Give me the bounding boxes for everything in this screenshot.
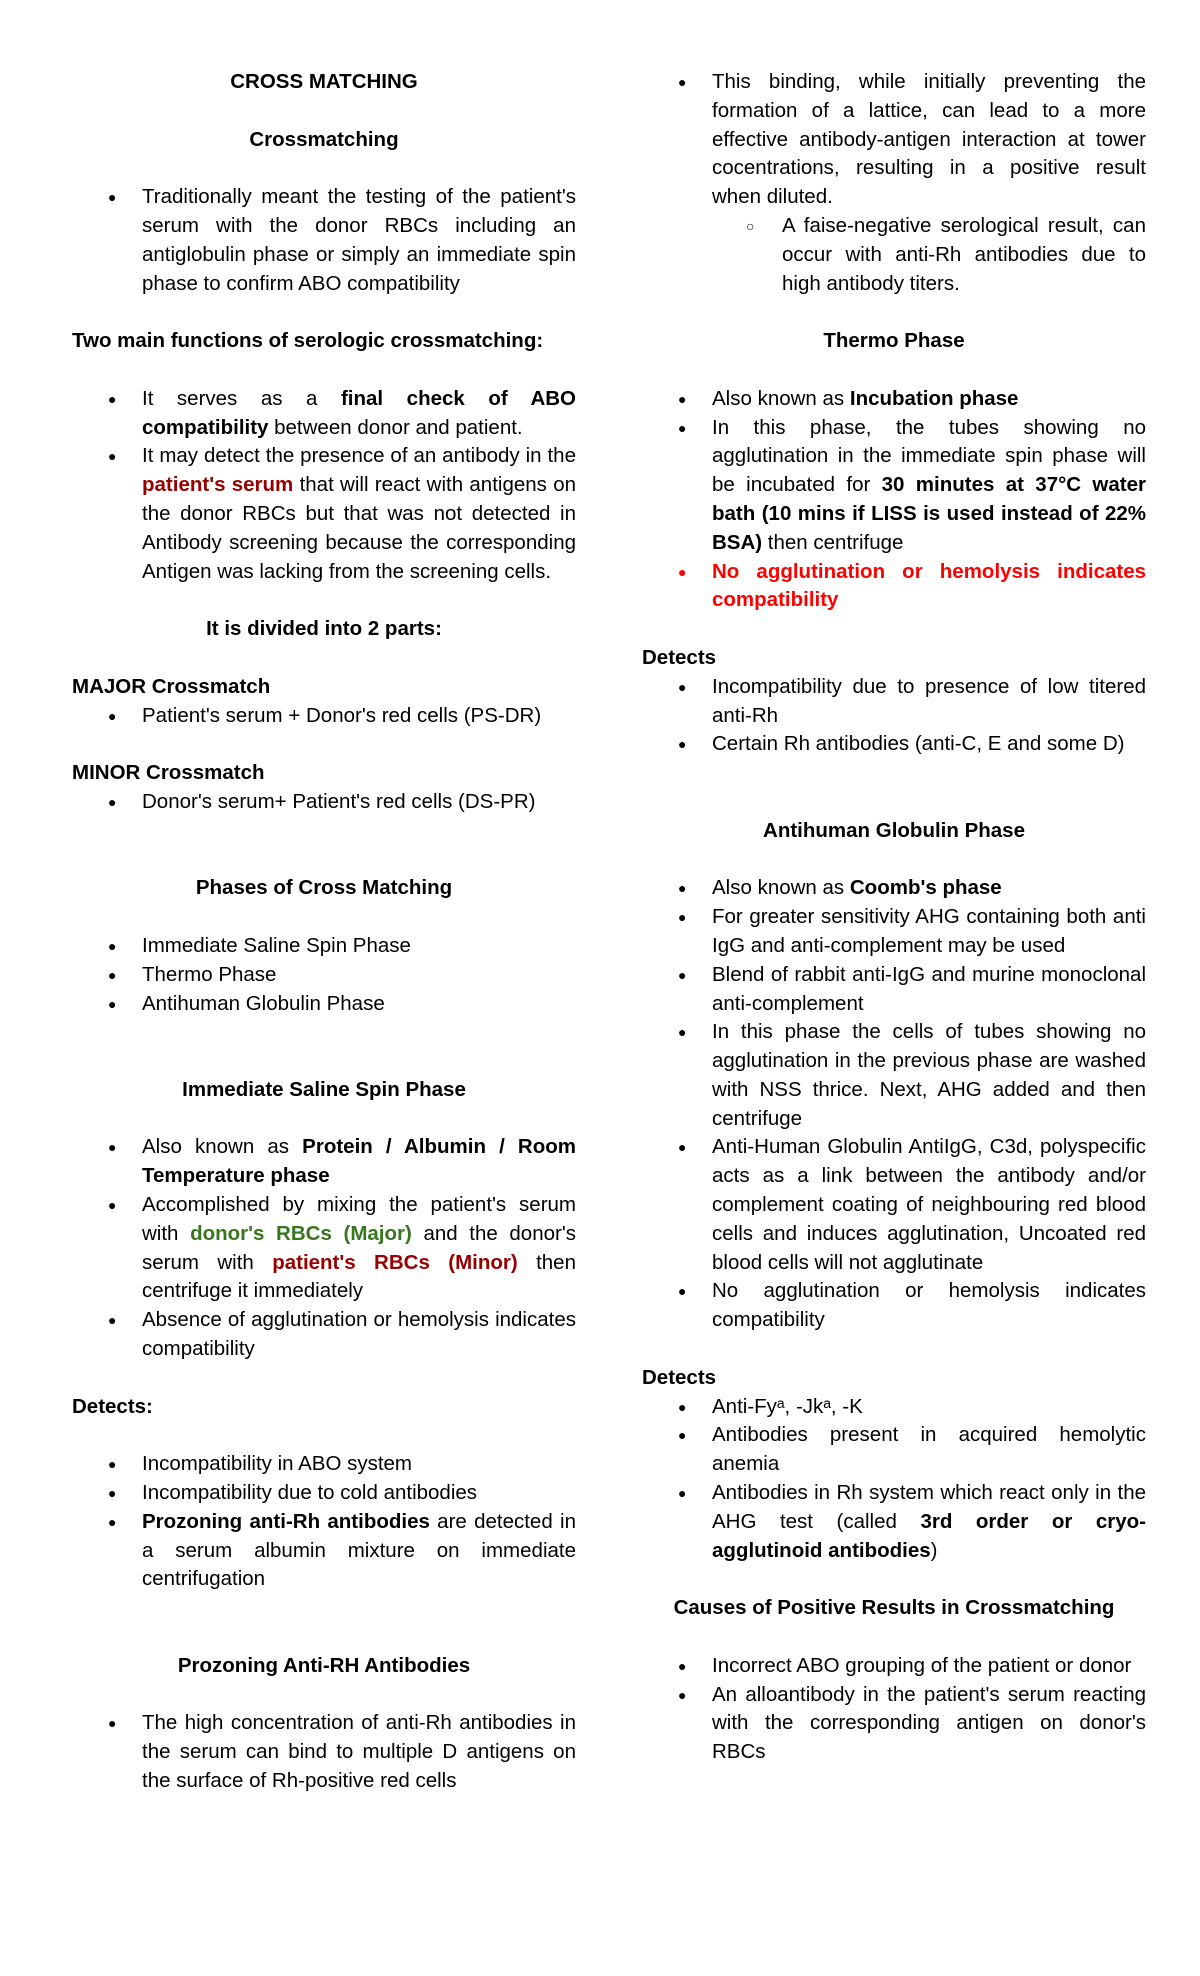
text: Accomplished by mixing the patient's serum with: [142, 1193, 576, 1245]
list-item: ● Antihuman Globulin Phase: [72, 990, 576, 1019]
text: Also known as: [712, 876, 850, 900]
minor-heading: MINOR Crossmatch: [72, 761, 265, 785]
thermo-detects-list: [642, 673, 1146, 759]
prozoning-heading: Prozoning Anti-RH Antibodies: [177, 1653, 471, 1677]
thermo-heading: Thermo Phase: [823, 329, 965, 353]
ahg-heading: Antihuman Globulin Phase: [763, 818, 1025, 842]
highlight-text: No agglutination or hemolysis indicates compatibility: [712, 559, 1146, 612]
list-item: ● This binding, while initially preventing the formation of a lattice, can lead to a more effective antibody-antigen interaction at tower cocentrations, resulting in a positive result when diluted.: [642, 68, 1146, 212]
functions-list: [72, 385, 576, 587]
text: Antibodies in Rh system which react only in the AHG test (called: [712, 1481, 1146, 1533]
list-item: ● Patient's serum + Donor's red cells (PS-DR): [72, 702, 576, 731]
text: between donor and patient.: [268, 415, 523, 439]
list-item: [642, 385, 1146, 414]
highlight-text: patient's serum: [142, 473, 294, 497]
list-item: [642, 414, 1146, 558]
list-item: ● In this phase the cells of tubes showing no agglutination in the previous phase are washed with NSS thrice. Next, AHG added and then centrifuge: [642, 1018, 1146, 1133]
issp-heading: Immediate Saline Spin Phase: [182, 1077, 466, 1101]
ahg-detects-list: [642, 1393, 1146, 1566]
list-item: ● Incorrect ABO grouping of the patient or donor: [642, 1652, 1146, 1681]
major-list: [72, 702, 576, 731]
text: It may detect the presence of an antibody in the: [142, 444, 576, 468]
causes-list: [642, 1652, 1146, 1767]
bold-text: Protein / Albumin / Room Temperature phase: [142, 1135, 576, 1188]
list-item: ● Incompatibility due to cold antibodies: [72, 1479, 576, 1508]
page-title: CROSS MATCHING: [230, 70, 418, 93]
list-item: [642, 1479, 1146, 1565]
sub-list-item: ○ A faise-negative serological result, can occur with anti-Rh antibodies due to high antibody titers.: [642, 212, 1146, 298]
thermo-list: [642, 385, 1146, 615]
list-item: ● Incompatibility due to presence of low titered anti-Rh: [642, 673, 1146, 731]
text: It serves as a: [142, 386, 341, 410]
ahg-list: [642, 874, 1146, 1335]
minor-list: [72, 788, 576, 817]
major-heading: MAJOR Crossmatch: [72, 674, 271, 698]
list-item: [72, 1191, 576, 1306]
text: then centrifuge: [762, 530, 904, 554]
bold-text: final check of ABO compatibility: [142, 386, 577, 439]
intro-list: [72, 183, 576, 298]
list-item: ● Immediate Saline Spin Phase: [72, 932, 576, 961]
issp-list: [72, 1133, 576, 1363]
list-item: ● For greater sensitivity AHG containing both anti IgG and anti-complement may be used: [642, 903, 1146, 961]
list-item: [72, 1133, 576, 1191]
list-item: ● Thermo Phase: [72, 961, 576, 990]
list-item: ● Traditionally meant the testing of the patient's serum with the donor RBCs including an antiglobulin phase or simply an immediate spin phase to confirm ABO compatibility: [72, 183, 576, 298]
list-item: ● Blend of rabbit anti-IgG and murine monoclonal anti-complement: [642, 961, 1146, 1019]
list-item: [72, 385, 576, 443]
list-item: [72, 1508, 576, 1594]
list-item: ● Anti-Fyᵃ, -Jkᵃ, -K: [642, 1393, 1146, 1422]
ahg-detects-heading: Detects: [642, 1365, 717, 1389]
bold-text: Incubation phase: [849, 386, 1019, 410]
section-heading-crossmatching: Crossmatching: [249, 127, 399, 151]
left-column: [72, 68, 576, 1796]
bold-text: Coomb's phase: [849, 876, 1002, 900]
text: that will react with antigens on the donor RBCs but that was not detected in Antibody screening because the corresponding Antigen was lacking from the screening cells.: [142, 473, 576, 583]
list-item: ● An alloantibody in the patient's serum reacting with the corresponding antigen on donor's RBCs: [642, 1681, 1146, 1767]
list-item: [72, 442, 576, 586]
list-item: ● Donor's serum+ Patient's red cells (DS-PR): [72, 788, 576, 817]
bold-text: 3rd order or cryo-agglutinoid antibodies: [712, 1509, 1146, 1562]
right-column: [642, 68, 1146, 1767]
functions-heading-text: Two main functions of serologic crossmatching:: [72, 329, 544, 353]
list-item: ● Incompatibility in ABO system: [72, 1450, 576, 1479]
text: then centrifuge it immediately: [142, 1250, 576, 1303]
bold-text: Prozoning anti-Rh antibodies: [142, 1509, 430, 1533]
list-item: [642, 874, 1146, 903]
text: ): [930, 1538, 938, 1562]
text: Also known as: [142, 1135, 303, 1159]
detects-list: [72, 1450, 576, 1594]
false-negative-sublist: [642, 212, 1146, 298]
text: and the donor's serum with: [142, 1221, 576, 1274]
list-item: [642, 558, 1146, 616]
prozoning-list: [72, 1709, 576, 1795]
text: Also known as: [712, 386, 850, 410]
highlight-text: donor's RBCs (Major): [190, 1221, 412, 1245]
list-item: ● Certain Rh antibodies (anti-C, E and some D): [642, 730, 1146, 759]
bold-text: 30 minutes at 37°C water bath (10 mins if LISS is used instead of 22% BSA): [712, 473, 1146, 554]
binding-list: [642, 68, 1146, 212]
list-item: ● The high concentration of anti-Rh antibodies in the serum can bind to multiple D antigens on the surface of Rh-positive red cells: [72, 1709, 576, 1795]
text: are detected in a serum albumin mixture on immediate centrifugation: [142, 1509, 576, 1591]
list-item: ● No agglutination or hemolysis indicates compatibility: [642, 1277, 1146, 1335]
list-item: ● Anti-Human Globulin AntiIgG, C3d, polyspecific acts as a link between the antibody and/or complement coating of neighbouring red blood cells and induces agglutination, Uncoated red blood cells will not agglutinate: [642, 1133, 1146, 1277]
divided-heading: It is divided into 2 parts:: [206, 617, 442, 641]
functions-heading: [72, 327, 576, 356]
thermo-detects-heading: Detects: [642, 645, 717, 669]
causes-heading: Causes of Positive Results in Crossmatching: [673, 1596, 1115, 1620]
phases-list: [72, 932, 576, 1018]
list-item: ● Antibodies present in acquired hemolytic anemia: [642, 1421, 1146, 1479]
text: In this phase, the tubes showing no agglutination in the immediate spin phase will be incubated for: [712, 415, 1146, 497]
detects-heading: Detects:: [72, 1394, 153, 1418]
highlight-text: patient's RBCs (Minor): [272, 1250, 518, 1274]
phases-heading: Phases of Cross Matching: [195, 876, 453, 900]
list-item: ● Absence of agglutination or hemolysis indicates compatibility: [72, 1306, 576, 1364]
